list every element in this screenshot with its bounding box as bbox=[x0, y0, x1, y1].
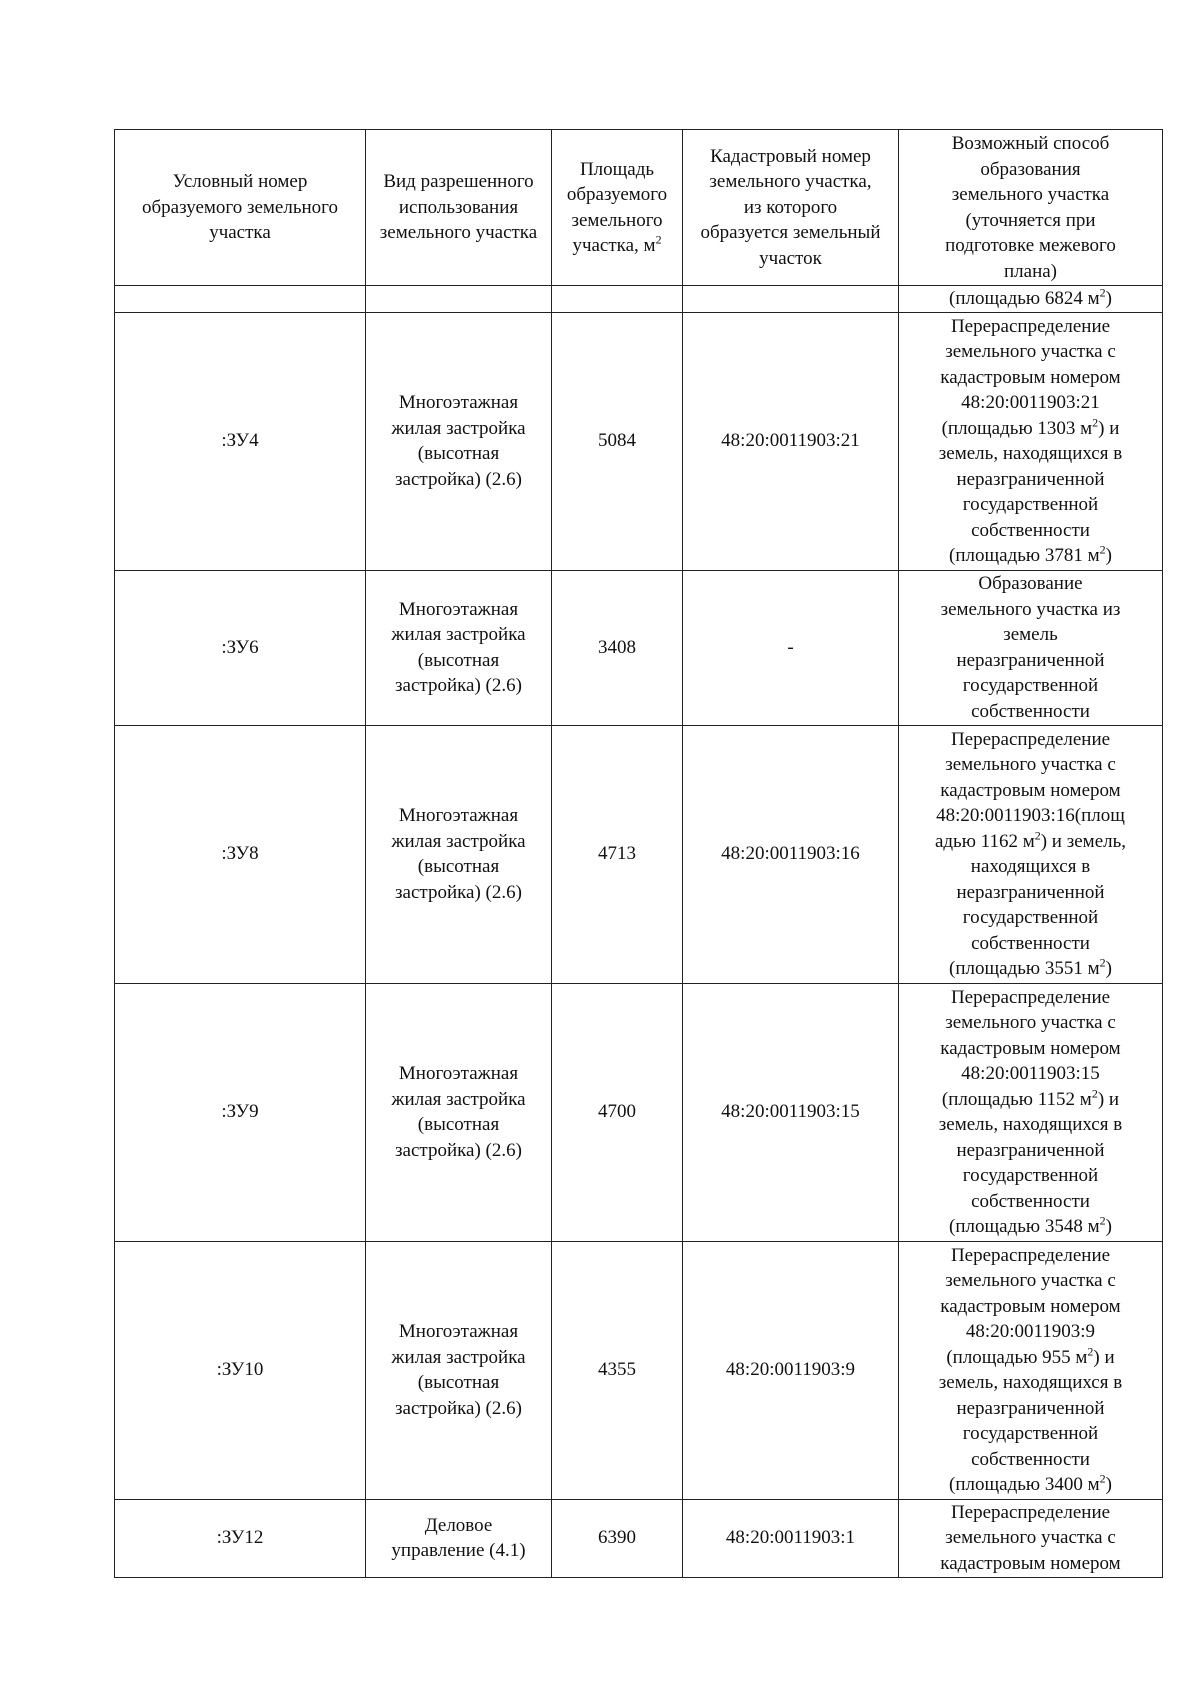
method-text-a: Перераспределение земельного участка с кадастровым номером 48:20:0011903:9 (площадью 955 м bbox=[940, 1244, 1121, 1368]
method-text-c: ) bbox=[1105, 1474, 1112, 1495]
method-text-b: ) и земель, находящихся в неразграниченной государственной собственности (площадью 3551 м bbox=[949, 830, 1127, 979]
cell-permitted-use: Многоэтажная жилая застройка (высотная застройка) (2.6) bbox=[366, 725, 552, 983]
method-text-c: ) bbox=[1105, 1216, 1112, 1237]
method-power: 2 bbox=[1034, 828, 1041, 843]
header-area-text: Площадь образуемого земельного участка, м bbox=[566, 158, 668, 256]
method-text-a: Перераспределение земельного участка с кадастровым номером 48:20:0011903:15 (площадью 1152 м bbox=[940, 986, 1121, 1110]
cell-cadastral-source: 48:20:0011903:21 bbox=[683, 312, 899, 570]
method-power: 2 bbox=[1091, 1086, 1098, 1101]
cell-area: 6390 bbox=[552, 1499, 683, 1577]
table-row bbox=[115, 1499, 1163, 1577]
cell-plot-number: :ЗУ6 bbox=[115, 570, 366, 725]
method-text-b: ) и земель, находящихся в неразграниченной государственной собственности (площадью 3781 м bbox=[938, 417, 1123, 566]
cell-permitted-use: Деловое управление (4.1) bbox=[366, 1499, 552, 1577]
cell-plot-number: :ЗУ9 bbox=[115, 983, 366, 1241]
header-permitted-use: Вид разрешенного использования земельного участка bbox=[366, 130, 552, 286]
cell-plot-number: :ЗУ4 bbox=[115, 312, 366, 570]
land-plots-table bbox=[114, 129, 1163, 1578]
method-text-c: ) bbox=[1105, 958, 1112, 979]
cell-area: 4700 bbox=[552, 983, 683, 1241]
continuation-empty-cell bbox=[366, 286, 552, 313]
method-power-2: 2 bbox=[1099, 1213, 1106, 1228]
cell-plot-number: :ЗУ12 bbox=[115, 1499, 366, 1577]
method-text-c: ) bbox=[1105, 545, 1112, 566]
cell-permitted-use: Многоэтажная жилая застройка (высотная застройка) (2.6) bbox=[366, 570, 552, 725]
method-text-a: Перераспределение земельного участка с кадастровым номером 48:20:0011903:16(площ адью 1162 м bbox=[934, 728, 1125, 852]
cell-permitted-use: Многоэтажная жилая застройка (высотная застройка) (2.6) bbox=[366, 312, 552, 570]
cell-plot-number: :ЗУ8 bbox=[115, 725, 366, 983]
cell-formation-method: Образование земельного участка из земель неразграниченной государственной собственности bbox=[899, 570, 1163, 725]
method-power: 2 bbox=[1087, 1344, 1094, 1359]
continuation-empty-cell bbox=[683, 286, 899, 313]
cell-cadastral-source: 48:20:0011903:9 bbox=[683, 1241, 899, 1499]
method-power-2: 2 bbox=[1099, 1471, 1106, 1486]
cell-area: 5084 bbox=[552, 312, 683, 570]
continuation-empty-cell bbox=[552, 286, 683, 313]
table-row bbox=[115, 983, 1163, 1241]
header-cadastral-source: Кадастровый номер земельного участка, из которого образуется земельный участок bbox=[683, 130, 899, 286]
cell-cadastral-source: 48:20:0011903:15 bbox=[683, 983, 899, 1241]
method-power: 2 bbox=[1092, 415, 1099, 430]
method-text-b: ) и земель, находящихся в неразграниченной государственной собственности (площадью 3548 м bbox=[938, 1088, 1123, 1237]
continuation-close: ) bbox=[1105, 288, 1112, 309]
table-row bbox=[115, 725, 1163, 983]
cell-formation-method bbox=[899, 312, 1163, 570]
cell-permitted-use: Многоэтажная жилая застройка (высотная застройка) (2.6) bbox=[366, 1241, 552, 1499]
cell-formation-method bbox=[899, 725, 1163, 983]
cell-permitted-use: Многоэтажная жилая застройка (высотная застройка) (2.6) bbox=[366, 983, 552, 1241]
continuation-row bbox=[115, 286, 1163, 313]
method-power-2: 2 bbox=[1099, 955, 1106, 970]
cell-area: 4713 bbox=[552, 725, 683, 983]
cell-area: 4355 bbox=[552, 1241, 683, 1499]
cell-cadastral-source: 48:20:0011903:1 bbox=[683, 1499, 899, 1577]
method-text-a: Перераспределение земельного участка с кадастровым номером 48:20:0011903:21 (площадью 1303 м bbox=[940, 315, 1121, 439]
continuation-empty-cell bbox=[115, 286, 366, 313]
continuation-power: 2 bbox=[1099, 285, 1106, 300]
cell-formation-method bbox=[899, 1241, 1163, 1499]
cell-plot-number: :ЗУ10 bbox=[115, 1241, 366, 1499]
continuation-method-cell bbox=[899, 286, 1163, 313]
continuation-text: (площадью 6824 м bbox=[949, 288, 1100, 309]
header-area bbox=[552, 130, 683, 286]
cell-cadastral-source: 48:20:0011903:16 bbox=[683, 725, 899, 983]
table-header-row bbox=[115, 130, 1163, 286]
method-power-2: 2 bbox=[1099, 542, 1106, 557]
cell-area: 3408 bbox=[552, 570, 683, 725]
cell-formation-method bbox=[899, 983, 1163, 1241]
header-plot-number: Условный номер образуемого земельного участка bbox=[115, 130, 366, 286]
cell-cadastral-source: - bbox=[683, 570, 899, 725]
header-formation-method: Возможный способ образования земельного участка (уточняется при подготовке межевого плана) bbox=[899, 130, 1163, 286]
table-row bbox=[115, 312, 1163, 570]
table-row bbox=[115, 570, 1163, 725]
cell-formation-method: Перераспределение земельного участка с кадастровым номером bbox=[899, 1499, 1163, 1577]
method-text-b: ) и земель, находящихся в неразграниченной государственной собственности (площадью 3400 м bbox=[938, 1346, 1123, 1495]
table-row bbox=[115, 1241, 1163, 1499]
header-area-unit-power: 2 bbox=[655, 232, 662, 247]
